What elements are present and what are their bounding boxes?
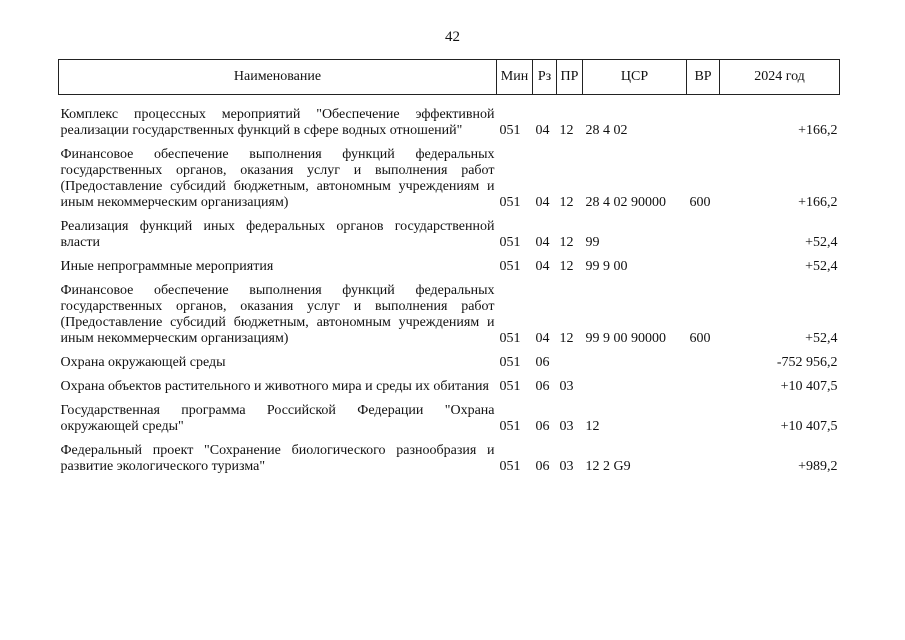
row-vr [687, 259, 720, 275]
row-amount: -752 956,2 [776, 355, 838, 370]
row-min: 051 [499, 195, 521, 210]
row-csr: 28 4 02 [585, 123, 628, 138]
row-csr: 12 [585, 419, 600, 434]
row-rz: 04 [535, 195, 550, 210]
row-amount: +989,2 [798, 459, 838, 474]
row-min: 051 [499, 355, 521, 370]
row-amount: +10 407,5 [780, 419, 838, 434]
row-rz: 04 [535, 331, 550, 346]
row-amount: +52,4 [805, 235, 838, 250]
row-rz: 04 [535, 235, 550, 250]
header-min: Мин [497, 60, 533, 95]
row-rz: 06 [535, 379, 550, 394]
header-pr: ПР [557, 60, 583, 95]
table-row [59, 403, 840, 435]
row-name: Финансовое обеспечение выполнения функций федеральных государственных органов, оказания услуг и выполнения работ (Предоставление субсидий бюджетным, автономным учреждениям и иным некоммерческим организациям) [60, 283, 495, 346]
row-pr: 03 [559, 419, 574, 434]
header-rz: Рз [533, 60, 557, 95]
row-rz: 04 [535, 123, 550, 138]
row-csr: 12 2 G9 [585, 459, 631, 474]
row-pr [557, 355, 583, 371]
row-csr: 99 9 00 [585, 259, 628, 274]
row-pr: 12 [559, 259, 574, 274]
row-min: 051 [499, 235, 521, 250]
row-name: Комплекс процессных мероприятий "Обеспечение эффективной реализации государственных функций в сфере водных отношений" [60, 107, 495, 138]
row-min: 051 [499, 331, 521, 346]
row-min: 051 [499, 123, 521, 138]
table-row [59, 219, 840, 251]
row-vr [687, 379, 720, 395]
row-vr [687, 355, 720, 371]
row-vr [687, 403, 720, 435]
row-amount: +10 407,5 [780, 379, 838, 394]
row-min: 051 [499, 379, 521, 394]
row-amount: +52,4 [805, 259, 838, 274]
table-row [59, 259, 840, 275]
row-pr: 12 [559, 235, 574, 250]
header-vr: ВР [687, 60, 720, 95]
row-name: Охрана объектов растительного и животного мира и среды их обитания [60, 379, 489, 394]
row-pr: 03 [559, 379, 574, 394]
table-header [59, 60, 840, 95]
row-vr [687, 443, 720, 475]
row-rz: 04 [535, 259, 550, 274]
row-rz: 06 [535, 355, 550, 370]
row-min: 051 [499, 419, 521, 434]
row-min: 051 [499, 259, 521, 274]
row-csr [583, 355, 687, 371]
row-amount: +166,2 [798, 123, 838, 138]
table-row [59, 379, 840, 395]
row-vr [687, 219, 720, 251]
table-row [59, 443, 840, 475]
row-pr: 12 [559, 195, 574, 210]
row-name: Финансовое обеспечение выполнения функций федеральных государственных органов, оказания услуг и выполнения работ (Предоставление субсидий бюджетным, автономным учреждениям и иным некоммерческим организациям) [60, 147, 495, 210]
table-row [59, 355, 840, 371]
row-pr: 12 [559, 123, 574, 138]
row-rz: 06 [535, 459, 550, 474]
row-name: Иные непрограммные мероприятия [60, 259, 274, 274]
row-csr: 99 9 00 90000 [585, 331, 666, 346]
row-vr [687, 107, 720, 139]
page-number: 42 [445, 29, 460, 45]
budget-table [58, 59, 840, 475]
row-vr: 600 [689, 195, 711, 210]
row-rz: 06 [535, 419, 550, 434]
row-name: Федеральный проект "Сохранение биологического разнообразия и развитие экологического туризма" [60, 443, 495, 474]
header-csr: ЦСР [583, 60, 687, 95]
row-amount: +166,2 [798, 195, 838, 210]
row-csr: 28 4 02 90000 [585, 195, 666, 210]
row-pr: 12 [559, 331, 574, 346]
header-name: Наименование [59, 60, 497, 95]
row-name: Охрана окружающей среды [60, 355, 226, 370]
row-name: Реализация функций иных федеральных органов государственной власти [60, 219, 495, 250]
table-row [59, 107, 840, 139]
row-pr: 03 [559, 459, 574, 474]
header-year: 2024 год [720, 60, 840, 95]
table-row [59, 283, 840, 347]
row-amount: +52,4 [805, 331, 838, 346]
row-name: Государственная программа Российской Федерации "Охрана окружающей среды" [60, 403, 495, 434]
table-body [59, 95, 840, 476]
row-vr: 600 [689, 331, 711, 346]
row-min: 051 [499, 459, 521, 474]
row-csr: 99 [585, 235, 600, 250]
row-csr [583, 379, 687, 395]
table-row [59, 147, 840, 211]
